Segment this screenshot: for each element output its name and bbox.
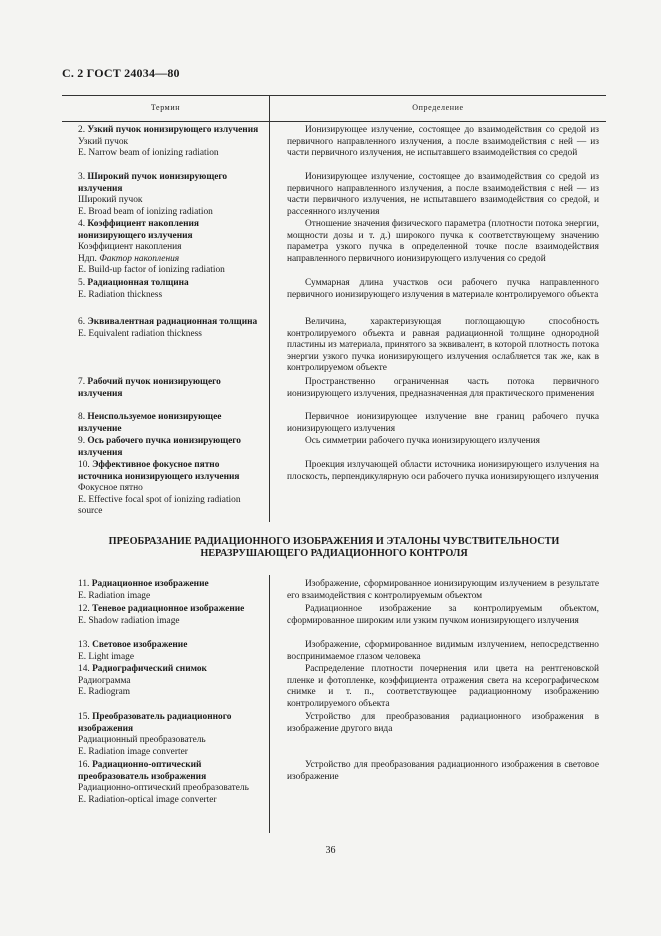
terms-table-2 (62, 575, 606, 835)
term-8: 8. Неиспользуемое ионизирующее излучение (78, 412, 222, 434)
definition-5: Суммарная длина участков оси рабочего пучка направленного первичного ионизирующего излучения в материале контролируемого объекта (287, 278, 599, 300)
definition-13: Изображение, сформированное видимым излучением, непосредственно воспринимаемое глазом человека (287, 640, 599, 662)
term-6: 6. Эквивалентная радиационная толщина E. Equivalent radiation thickness (78, 317, 258, 339)
definition-10: Проекция излучающей области источника ионизирующего излучения на плоскость, перпендикулярную оси рабочего пучка ионизирующего излучения (287, 460, 599, 482)
term-13: 13. Световое изображение E. Light image (78, 640, 188, 662)
definition-2: Ионизирующее излучение, состоящее до взаимодействия со средой из первичного направленного излучения, а после взаимодействия с ней — из части первичного излучения, не испытавшего взаимодействия со средой (287, 125, 599, 159)
term-2: 2. Узкий пучок ионизирующего излучения Узкий пучок E. Narrow beam of ionizing radiation (78, 125, 259, 159)
term-11: 11. Радиационное изображение E. Radiation image (78, 579, 209, 601)
definition-7: Пространственно ограниченная часть потока первичного ионизирующего излучения, предназначенная для практического применения (287, 377, 599, 399)
definition-14: Распределение плотности почернения или цвета на рентгеновской пленке и фотопленке, коэффициента отражения света на ксерографическом снимке и т. п., соответствующее радиационному изображению контролируемого объекта (287, 664, 599, 709)
definition-9: Ось симметрии рабочего пучка ионизирующего излучения (305, 436, 540, 446)
definition-12: Радиационное изображение за контролируемым объектом, сформированное широким или узким пучком ионизирующего излучения (287, 604, 599, 626)
column-header-term: Термин (150, 103, 181, 112)
definition-11: Изображение, сформированное ионизирующим излучением в результате его взаимодействия с контролируемым объектом (287, 579, 599, 601)
term-12: 12. Теневое радиационное изображение E. Shadow radiation image (78, 604, 245, 626)
term-14: 14. Радиографический снимок Радиограмма E. Radiogram (78, 664, 207, 698)
definition-15: Устройство для преобразования радиационного изображения в изображение другого вида (287, 712, 599, 734)
definition-6: Величина, характеризующая поглощающую способность контролируемого объекта и равная радиационной толщине однородной пластины из материала, принятого за эквивалент, в которой плотность потока энергии узкого пучка ионизирующего излучения ослабляется так же, как в контролируемом объекте (287, 317, 599, 374)
definition-8: Первичное ионизирующее излучение вне границ рабочего пучка ионизирующего излучения (287, 412, 599, 434)
term-4: 4. Коэффициент накопления ионизирующего излучения Коэффициент накопления Ндп. Фактор накопления E. Build-up factor of ionizing radiation (78, 219, 225, 276)
term-9: 9. Ось рабочего пучка ионизирующего излучения (78, 436, 241, 458)
definition-3: Ионизирующее излучение, состоящее до взаимодействия со средой из первичного направленного излучения, а после взаимодействия с ней — из части первичного излучения, не испытавшего взаимодействия со средой, и рассеянного излучения (287, 172, 599, 217)
definition-4: Отношение значения физического параметра (плотности потока энергии, мощности дозы и т. д.) широкого пучка к соответствующему значению параметра узкого пучка в определенной точке после взаимодействия направленного первичного ионизирующего излучения со средой (287, 219, 599, 264)
terms-table (62, 95, 606, 525)
term-10: 10. Эффективное фокусное пятно источника ионизирующего излучения Фокусное пятно E. Effective focal spot of ionizing radiation source (78, 460, 241, 517)
term-5: 5. Радиационная толщина E. Radiation thickness (78, 278, 189, 300)
table-header (62, 95, 606, 122)
term-15: 15. Преобразователь радиационного изображения Радиационный преобразователь E. Radiation image converter (78, 712, 232, 757)
column-header-definition: Определение (412, 103, 464, 112)
definition-16: Устройство для преобразования радиационного изображения в световое изображение (287, 760, 599, 782)
page-header: С. 2 ГОСТ 24034—80 (62, 66, 180, 80)
term-16: 16. Радиационно-оптический преобразователь изображения Радиационно-оптический преобразователь E. Radiation-optical image converter (78, 760, 249, 805)
term-7: 7. Рабочий пучок ионизирующего излучения (78, 377, 221, 399)
term-3: 3. Широкий пучок ионизирующего излучения Широкий пучок E. Broad beam of ionizing radiation (78, 172, 228, 217)
page-number: 36 (325, 845, 336, 856)
section-title: ПРЕОБРАЗАНИЕ РАДИАЦИОННОГО ИЗОБРАЖЕНИЯ И ЭТАЛОНЫ ЧУВСТВИТЕЛЬНОСТИ НЕРАЗРУШАЮЩЕГО РАДИАЦИОННОГО КОНТРОЛЯ (108, 536, 560, 559)
